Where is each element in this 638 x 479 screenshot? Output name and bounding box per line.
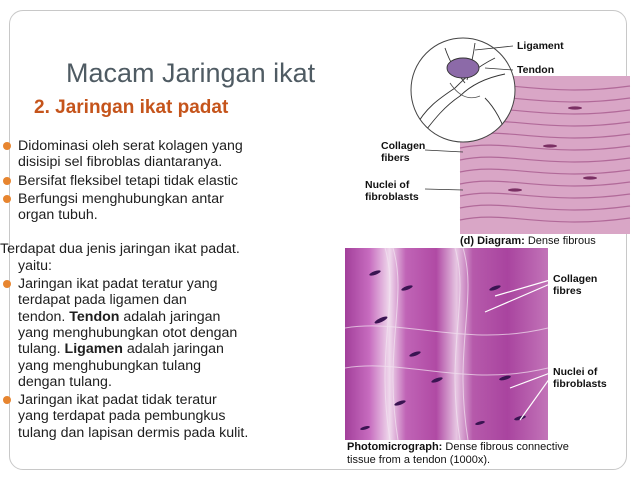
joint-inset xyxy=(411,38,515,142)
bullet-line: tendon. Tendon adalah jaringan xyxy=(18,308,221,325)
bullet-item xyxy=(0,191,340,224)
photo-caption-line2: tissue from a tendon (1000x). xyxy=(347,454,491,466)
label-collagen-fibres: Collagen fibres xyxy=(553,273,598,297)
bullet-line: organ tubuh. xyxy=(18,207,98,224)
paragraph xyxy=(0,241,340,274)
tissue-figure xyxy=(345,28,635,473)
bullet-line: Jaringan ikat padat tidak teratur xyxy=(18,392,217,409)
tissue-illustration xyxy=(345,28,635,473)
bullet-line: tulang. Ligamen adalah jaringan xyxy=(18,341,224,358)
bullet-line: yang menghubungkan tulang xyxy=(18,357,202,374)
label-tendon: Tendon xyxy=(517,64,555,76)
bullet-line: Jaringan ikat padat teratur yang xyxy=(18,276,218,293)
slide-title: Macam Jaringan ikat xyxy=(66,58,316,88)
label-nuclei-fibroblasts: Nuclei of fibroblasts xyxy=(365,179,419,203)
term-tendon: Tendon xyxy=(69,308,120,325)
slide-subtitle xyxy=(34,97,228,119)
bullet-dot-icon xyxy=(3,177,11,185)
bullet-dot-icon xyxy=(3,142,11,150)
bullet-item xyxy=(0,173,340,189)
bullet-line: tulang dan lapisan dermis pada kulit. xyxy=(18,424,249,441)
bullet-line: disisipi sel fibroblas diantaranya. xyxy=(18,154,223,171)
bullet-item xyxy=(0,392,340,441)
diagram-caption: (d) Diagram: Dense fibrous xyxy=(460,235,596,247)
bullet-line: Didominasi oleh serat kolagen yang xyxy=(18,138,243,154)
bullet-line: terdapat pada ligamen dan xyxy=(18,292,187,309)
photomicrograph xyxy=(345,248,550,440)
bullet-line: yang terdapat pada pembungkus xyxy=(18,408,226,425)
term-ligamen: Ligamen xyxy=(64,341,123,358)
label-nuclei-fibroblasts-photo: Nuclei of fibroblasts xyxy=(553,366,607,390)
bullet-dot-icon xyxy=(3,280,11,288)
bullet-dot-icon xyxy=(3,195,11,203)
bullet-item xyxy=(0,276,340,390)
paragraph-line: Terdapat dua jenis jaringan ikat padat. xyxy=(0,241,240,258)
photo-caption: Photomicrograph: Dense fibrous connective xyxy=(347,441,569,453)
bullet-line: Berfungsi menghubungkan antar xyxy=(18,190,224,207)
bullet-dot-icon xyxy=(3,396,11,404)
subtitle-number: 2. xyxy=(34,97,50,118)
subtitle-text: Jaringan ikat padat xyxy=(55,97,229,118)
bullet-line: Bersifat fleksibel tetapi tidak elastic xyxy=(18,172,239,189)
label-collagen-fibers: Collagen fibers xyxy=(381,140,426,164)
body-text xyxy=(0,138,340,441)
bullet-line: yang menghubungkan otot dengan xyxy=(18,324,238,341)
paragraph-line: yaitu: xyxy=(18,257,52,274)
bullet-item xyxy=(0,138,340,171)
bullet-line: dengan tulang. xyxy=(18,373,112,390)
label-ligament: Ligament xyxy=(517,40,564,52)
